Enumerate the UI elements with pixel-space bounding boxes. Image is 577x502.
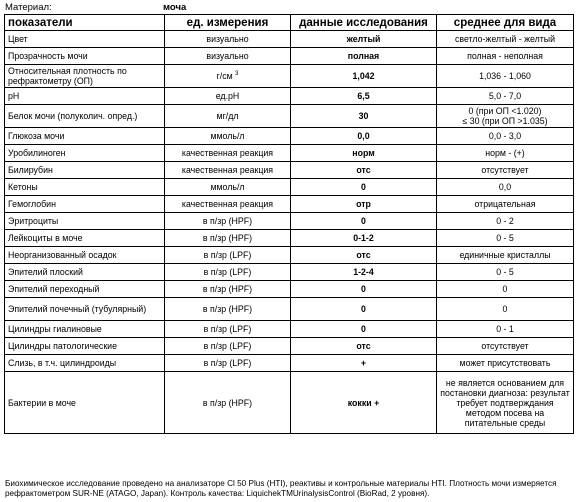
- parameter-name: Бактерии в моче: [5, 372, 165, 434]
- table-row: [5, 298, 574, 321]
- unit-text: ммоль/л: [210, 182, 245, 192]
- unit-text: в п/зр (LPF): [203, 267, 252, 277]
- table-row: [5, 88, 574, 105]
- unit-text: качественная реакция: [181, 148, 274, 158]
- result-value: отр: [291, 196, 437, 213]
- material-line: [5, 2, 187, 14]
- result-value: норм: [291, 145, 437, 162]
- unit-cell: [165, 230, 291, 247]
- table-row: [5, 196, 574, 213]
- parameter-name: Глюкоза мочи: [5, 128, 165, 145]
- parameter-name: Эпителий плоский: [5, 264, 165, 281]
- result-value: желтый: [291, 31, 437, 48]
- parameter-name: Лейкоциты в моче: [5, 230, 165, 247]
- reference-range: отрицательная: [437, 196, 574, 213]
- reference-range: 0 - 5: [437, 230, 574, 247]
- unit-cell: [165, 88, 291, 105]
- unit-text: в п/зр (LPF): [203, 250, 252, 260]
- unit-text: в п/зр (HPF): [202, 216, 253, 226]
- unit-cell: [165, 48, 291, 65]
- result-value: 0: [291, 321, 437, 338]
- unit-text: в п/зр (LPF): [203, 358, 252, 368]
- reference-range: норм - (+): [437, 145, 574, 162]
- reference-range: светло-желтый - желтый: [437, 31, 574, 48]
- table-row: [5, 128, 574, 145]
- unit-cell: [165, 31, 291, 48]
- parameter-name: pH: [5, 88, 165, 105]
- reference-range: полная - неполная: [437, 48, 574, 65]
- unit-text: визуально: [206, 34, 249, 44]
- reference-range: 0: [437, 298, 574, 321]
- parameter-name: Цилиндры гиалиновые: [5, 321, 165, 338]
- material-value: моча: [163, 2, 187, 13]
- result-value: 0: [291, 298, 437, 321]
- unit-text: качественная реакция: [181, 199, 274, 209]
- unit-cell: [165, 372, 291, 434]
- reference-range: может присутствовать: [437, 355, 574, 372]
- table-row: [5, 145, 574, 162]
- result-value: полная: [291, 48, 437, 65]
- unit-text: в п/зр (LPF): [203, 341, 252, 351]
- parameter-name: Кетоны: [5, 179, 165, 196]
- result-value: 0: [291, 281, 437, 298]
- unit-cell: [165, 281, 291, 298]
- unit-text: г/см: [216, 71, 233, 81]
- parameter-name: Белок мочи (полуколич. опред.): [5, 105, 165, 128]
- table-row: [5, 281, 574, 298]
- unit-cell: [165, 196, 291, 213]
- parameter-name: Цвет: [5, 31, 165, 48]
- unit-text: в п/зр (HPF): [202, 284, 253, 294]
- result-value: отс: [291, 247, 437, 264]
- table-row: [5, 65, 574, 88]
- unit-cell: [165, 247, 291, 264]
- reference-range: 0 - 5: [437, 264, 574, 281]
- unit-cell: [165, 321, 291, 338]
- unit-text: качественная реакция: [181, 165, 274, 175]
- parameter-name: Относительная плотность по рефрактометру (ОП): [5, 65, 165, 88]
- result-value: отс: [291, 162, 437, 179]
- parameter-name: Прозрачность мочи: [5, 48, 165, 65]
- unit-cell: [165, 65, 291, 88]
- reference-range: 0: [437, 281, 574, 298]
- table-row: [5, 31, 574, 48]
- reference-range: не является основанием для постановки диагноза: результат требует подтверждания методом посева на питательные среды: [437, 372, 574, 434]
- result-value: отс: [291, 338, 437, 355]
- reference-range: 0 - 1: [437, 321, 574, 338]
- result-value: 0,0: [291, 128, 437, 145]
- parameter-name: Цилиндры патологические: [5, 338, 165, 355]
- parameter-name: Неорганизованный осадок: [5, 247, 165, 264]
- unit-text: в п/зр (HPF): [202, 397, 253, 408]
- unit-text: мг/дл: [216, 111, 239, 121]
- header-unit: ед. измерения: [165, 15, 291, 31]
- parameter-name: Уробилиноген: [5, 145, 165, 162]
- result-value: кокки +: [291, 372, 437, 434]
- unit-text: в п/зр (LPF): [203, 324, 252, 334]
- parameter-name: Слизь, в т.ч. цилиндроиды: [5, 355, 165, 372]
- table-row: [5, 321, 574, 338]
- unit-cell: [165, 338, 291, 355]
- result-value: 1,042: [291, 65, 437, 88]
- unit-cell: [165, 162, 291, 179]
- reference-range: 1,036 - 1,060: [437, 65, 574, 88]
- unit-cell: [165, 128, 291, 145]
- result-value: 0-1-2: [291, 230, 437, 247]
- unit-text: в п/зр (HPF): [202, 233, 253, 243]
- results-table: [4, 14, 574, 434]
- result-value: 1-2-4: [291, 264, 437, 281]
- unit-cell: [165, 298, 291, 321]
- table-row: [5, 179, 574, 196]
- parameter-name: Эритроциты: [5, 213, 165, 230]
- header-reference: среднее для вида: [437, 15, 574, 31]
- parameter-name: Эпителий почечный (тубулярный): [5, 298, 165, 321]
- header-parameter: показатели: [5, 15, 165, 31]
- table-row: [5, 372, 574, 434]
- table-row: [5, 230, 574, 247]
- result-value: 30: [291, 105, 437, 128]
- unit-superscript: 3: [235, 71, 239, 78]
- table-header-row: [5, 15, 574, 31]
- reference-range: единичные кристаллы: [437, 247, 574, 264]
- result-value: 6,5: [291, 88, 437, 105]
- unit-cell: [165, 264, 291, 281]
- table-row: [5, 162, 574, 179]
- reference-range: 0,0: [437, 179, 574, 196]
- parameter-name: Эпителий переходный: [5, 281, 165, 298]
- table-row: [5, 213, 574, 230]
- unit-cell: [165, 179, 291, 196]
- result-value: 0: [291, 213, 437, 230]
- material-label: Материал:: [5, 2, 52, 13]
- footer-note: Биохимическое исследование проведено на анализаторе Cl 50 Plus (HTI), реактивы и контрольные материалы HTI. Плотность мочи измеряется рефрактометром SUR-NE (ATAGO, Japan). Контроль качества: LiquichekTMUrinalysisControl (BioRad, 2 уровня).: [5, 479, 557, 498]
- unit-text: визуально: [206, 51, 249, 61]
- reference-range: 0 - 2: [437, 213, 574, 230]
- reference-range: отсутствует: [437, 162, 574, 179]
- reference-range: отсутствует: [437, 338, 574, 355]
- table-row: [5, 264, 574, 281]
- reference-range: 5,0 - 7,0: [437, 88, 574, 105]
- table-row: [5, 105, 574, 128]
- result-value: 0: [291, 179, 437, 196]
- result-value: +: [291, 355, 437, 372]
- table-row: [5, 338, 574, 355]
- unit-cell: [165, 355, 291, 372]
- unit-text: ед.pH: [215, 91, 240, 101]
- reference-range: 0,0 - 3,0: [437, 128, 574, 145]
- table-row: [5, 48, 574, 65]
- unit-text: ммоль/л: [210, 131, 245, 141]
- reference-range: 0 (при ОП <1.020) ≤ 30 (при ОП >1.035): [437, 105, 574, 128]
- table-row: [5, 355, 574, 372]
- parameter-name: Гемоглобин: [5, 196, 165, 213]
- table-row: [5, 247, 574, 264]
- unit-cell: [165, 105, 291, 128]
- table-body: [5, 31, 574, 434]
- unit-cell: [165, 213, 291, 230]
- header-result: данные исследования: [291, 15, 437, 31]
- unit-cell: [165, 145, 291, 162]
- unit-text: в п/зр (HPF): [202, 304, 253, 314]
- parameter-name: Билирубин: [5, 162, 165, 179]
